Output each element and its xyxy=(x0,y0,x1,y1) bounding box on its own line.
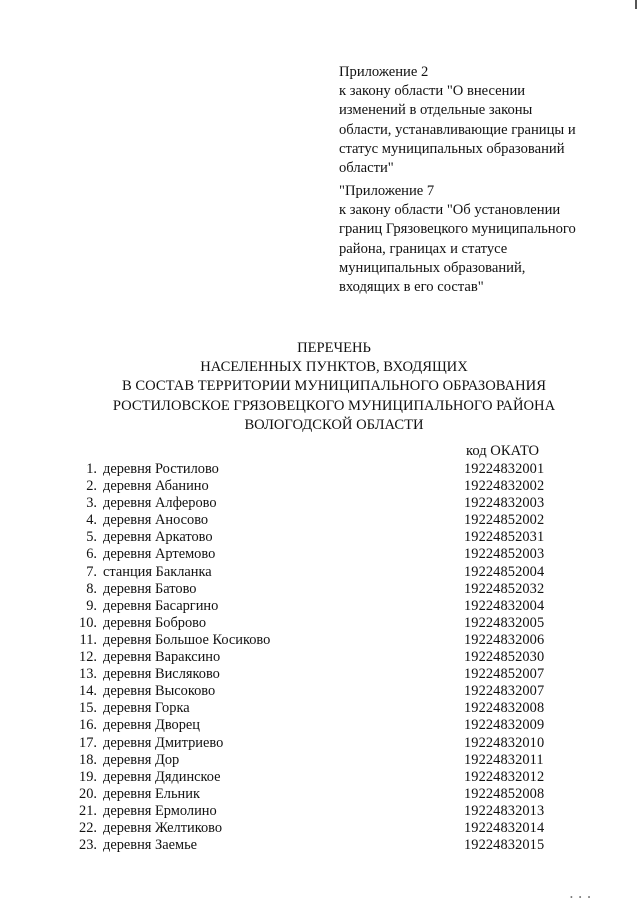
appendix-2-line: к закону области "О внесении xyxy=(339,83,526,100)
settlement-row xyxy=(0,564,640,581)
settlement-row xyxy=(0,752,640,769)
appendix-2-line: области, устанавливающие границы и xyxy=(339,121,576,138)
appendix-7-header xyxy=(339,182,576,297)
settlement-number: 7. xyxy=(86,563,97,580)
settlement-okato-code: 19224832009 xyxy=(464,717,545,734)
appendix-7-line: района, границах и статусе xyxy=(339,240,508,257)
settlement-row xyxy=(0,837,640,854)
settlement-okato-code: 19224832008 xyxy=(464,700,545,717)
settlement-name: деревня Ростилово xyxy=(103,461,219,477)
settlement-number: 23. xyxy=(79,837,97,854)
settlement-name: деревня Заемье xyxy=(103,837,198,854)
settlement-row xyxy=(0,598,640,615)
settlement-name: деревня Боброво xyxy=(103,614,207,631)
okato-column-header: код ОКАТО xyxy=(466,443,540,459)
settlement-row xyxy=(0,632,640,649)
settlement-okato-code: 19224852031 xyxy=(464,529,545,546)
settlement-okato-code: 19224832014 xyxy=(464,819,545,836)
settlement-row xyxy=(0,769,640,786)
appendix-2-line: изменений в отдельные законы xyxy=(339,102,533,119)
appendix-7-line: муниципальных образований, xyxy=(339,259,526,276)
settlement-okato-code: 19224832003 xyxy=(464,495,545,512)
settlement-okato-code: 19224852032 xyxy=(464,580,545,597)
settlement-name: деревня Дядинское xyxy=(103,768,221,785)
settlement-okato-code: 19224832007 xyxy=(464,683,545,700)
settlement-okato-code: 19224832011 xyxy=(464,751,544,768)
title-line: ПЕРЕЧЕНЬ xyxy=(297,340,371,356)
appendix-7-line: к закону области "Об установлении xyxy=(339,202,561,219)
settlement-okato-code: 19224832010 xyxy=(464,734,545,751)
settlement-number: 6. xyxy=(86,546,97,563)
settlement-number: 10. xyxy=(79,614,97,631)
settlement-number: 12. xyxy=(79,649,97,666)
settlement-name: станция Бакланка xyxy=(103,563,212,580)
settlement-name: деревня Висляково xyxy=(103,666,220,683)
settlement-row xyxy=(0,495,640,512)
settlement-name: деревня Артемово xyxy=(103,546,216,563)
settlement-row xyxy=(0,666,640,683)
settlement-row xyxy=(0,581,640,598)
settlement-number: 22. xyxy=(79,819,97,836)
appendix-7-line: входящих в его состав" xyxy=(339,279,484,296)
appendix-7-line: "Приложение 7 xyxy=(339,183,435,199)
scan-corner-mark xyxy=(635,0,637,9)
settlement-name: деревня Абанино xyxy=(103,478,209,495)
settlement-okato-code: 19224832012 xyxy=(464,768,545,785)
settlement-okato-code: 19224852030 xyxy=(464,649,545,666)
settlement-name: деревня Высоково xyxy=(103,683,216,700)
settlement-number: 21. xyxy=(79,802,97,819)
settlement-row xyxy=(0,717,640,734)
settlement-row xyxy=(0,529,640,546)
settlement-row xyxy=(0,700,640,717)
settlement-okato-code: 19224832013 xyxy=(464,802,545,819)
settlement-okato-code: 19224852003 xyxy=(464,546,545,563)
settlement-okato-code: 19224852008 xyxy=(464,785,545,802)
settlement-number: 18. xyxy=(79,751,97,768)
settlement-number: 19. xyxy=(79,768,97,785)
document-title xyxy=(0,339,640,435)
title-line: РОСТИЛОВСКОЕ ГРЯЗОВЕЦКОГО МУНИЦИПАЛЬНОГО РАЙОНА xyxy=(112,397,556,414)
settlement-row xyxy=(0,803,640,820)
settlement-number: 20. xyxy=(79,785,97,802)
title-line: НАСЕЛЕННЫХ ПУНКТОВ, ВХОДЯЩИХ xyxy=(200,359,468,376)
settlement-row xyxy=(0,683,640,700)
appendix-2-header xyxy=(339,63,576,178)
settlement-number: 9. xyxy=(86,597,97,614)
settlement-name: деревня Горка xyxy=(103,700,190,717)
settlement-name: деревня Аносово xyxy=(103,512,209,529)
settlement-row xyxy=(0,615,640,632)
settlement-okato-code: 19224832001 xyxy=(464,461,545,477)
settlement-row xyxy=(0,820,640,837)
settlement-list xyxy=(0,461,640,854)
settlement-row xyxy=(0,478,640,495)
settlement-row xyxy=(0,461,640,478)
settlement-okato-code: 19224832002 xyxy=(464,478,545,495)
settlement-okato-code: 19224832004 xyxy=(464,597,545,614)
settlement-okato-code: 19224832006 xyxy=(464,631,545,648)
settlement-row xyxy=(0,786,640,803)
title-line: В СОСТАВ ТЕРРИТОРИИ МУНИЦИПАЛЬНОГО ОБРАЗОВАНИЯ xyxy=(122,378,546,395)
settlement-name: деревня Дмитриево xyxy=(103,734,224,751)
settlement-name: деревня Большое Косиково xyxy=(103,631,271,648)
title-line: ВОЛОГОДСКОЙ ОБЛАСТИ xyxy=(244,416,424,433)
settlement-row xyxy=(0,735,640,752)
settlement-number: 11. xyxy=(79,631,97,648)
settlement-number: 3. xyxy=(86,495,97,512)
settlement-name: деревня Басаргино xyxy=(103,597,219,614)
settlement-number: 15. xyxy=(79,700,97,717)
settlement-name: деревня Желтиково xyxy=(103,819,223,836)
settlement-row xyxy=(0,649,640,666)
appendix-7-line: границ Грязовецкого муниципального xyxy=(339,221,576,238)
settlement-number: 5. xyxy=(86,529,97,546)
settlement-name: деревня Дор xyxy=(103,751,180,768)
appendix-2-line: Приложение 2 xyxy=(339,64,429,80)
settlement-number: 14. xyxy=(79,683,97,700)
settlement-name: деревня Ермолино xyxy=(103,802,217,819)
settlement-name: деревня Ельник xyxy=(103,785,200,802)
settlement-name: деревня Батово xyxy=(103,580,197,597)
settlement-okato-code: 19224852004 xyxy=(464,563,545,580)
settlement-number: 4. xyxy=(86,512,97,529)
settlement-number: 17. xyxy=(79,734,97,751)
settlement-number: 16. xyxy=(79,717,97,734)
settlement-row xyxy=(0,546,640,563)
settlement-name: деревня Алферово xyxy=(103,495,217,512)
settlement-okato-code: 19224852007 xyxy=(464,666,545,683)
settlement-number: 1. xyxy=(86,461,97,477)
settlement-okato-code: 19224832015 xyxy=(464,837,545,854)
appendix-2-line: статус муниципальных образований xyxy=(339,140,565,157)
settlement-name: деревня Аркатово xyxy=(103,529,213,546)
appendix-2-line: области" xyxy=(339,160,394,177)
settlement-okato-code: 19224852002 xyxy=(464,512,545,529)
settlement-row xyxy=(0,512,640,529)
settlement-name: деревня Дворец xyxy=(103,717,200,734)
settlement-number: 13. xyxy=(79,666,97,683)
settlement-okato-code: 19224832005 xyxy=(464,614,545,631)
scan-footer-mark: • • • xyxy=(570,893,593,902)
settlement-name: деревня Вараксино xyxy=(103,649,221,666)
settlement-number: 8. xyxy=(86,580,97,597)
settlement-number: 2. xyxy=(86,478,97,495)
